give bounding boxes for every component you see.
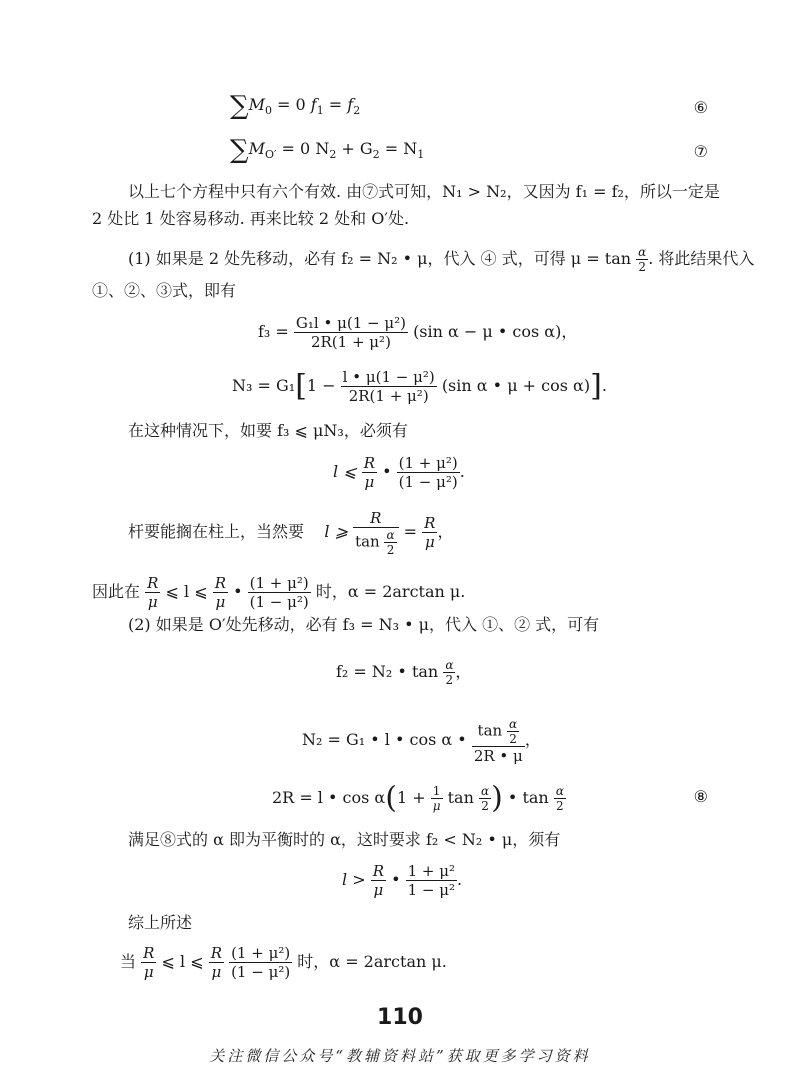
l-inequality: l ⩽ $\frac{R}{\mu}$ • $\frac{\text{(1 + μ²)}}{\text{(1 − μ²)}}$ . <box>333 454 465 491</box>
equation-6: $\sum M_0 = 0$ $f_1 = f_2$ <box>230 91 361 121</box>
f3-equation: f₃ = $\frac{\text{G₁l • μ(1 − μ²)}}{\text{2R(1 + μ²)}}$ (sin α − μ • cos α)， <box>258 314 578 351</box>
equation-number-8: ⑧ <box>693 787 708 806</box>
n3-equation: N₃ = G₁[1 − $\frac{\text{l • μ(1 − μ²)}}{\text{2R(1 + μ²)}}$ (sin α • μ + cos α)]. <box>232 368 607 405</box>
paragraph-line: 以上七个方程中只有六个有效. 由⑦式可知，N₁ > N₂，又因为 f₁ = f₂，所以一定是 <box>128 182 720 201</box>
summary-line: 当 $\frac{R}{\mu}$ ⩽ l ⩽ $\frac{R}{\mu}$ $\frac{\text{(1 + μ²)}}{\text{(1 − μ²)}}$ 时，α = 2arctan μ. <box>120 944 447 981</box>
equation-7: $\sum M_{O'} = 0$ $N_2 + G_2 = N_1$ <box>230 135 425 165</box>
f2-equation: f₂ = N₂ • tan $\frac{\alpha}{2}$ ， <box>336 658 472 687</box>
equation-number-7: ⑦ <box>693 142 708 161</box>
rod-condition: 杆要能搁在柱上，当然要 l ⩾ R tan $\frac{\alpha}{2}$ = $\frac{R}{\mu}$ ， <box>128 508 454 557</box>
case2-intro: (2) 如果是 O′处先移动，必有 f₃ = N₃ • μ，代入 ①、② 式，可有 <box>128 615 600 634</box>
therefore-line: 因此在 $\frac{R}{\mu}$ ⩽ l ⩽ $\frac{R}{\mu}$ • $\frac{\text{(1 + μ²)}}{\text{(1 − μ²)}}$ 时，α = 2arctan μ. <box>92 574 466 611</box>
case1-intro: (1) 如果是 2 处先移动，必有 f₂ = N₂ • μ，代入 ④ 式，可得 μ = tan $\frac{\alpha}{2}$ . 将此结果代入 <box>128 245 755 274</box>
condition-text: 在这种情况下，如要 f₃ ⩽ μN₃，必须有 <box>128 421 408 440</box>
n2-equation: N₂ = G₁ • l • cos α • tan $\frac{\alpha}{2}$ 2R • μ ， <box>302 716 541 765</box>
paragraph-line: 2 处比 1 处容易移动. 再来比较 2 处和 O′处. <box>92 209 410 228</box>
footer-note: 关注微信公众号“教辅资料站”获取更多学习资料 <box>209 1047 591 1065</box>
summary-title: 综上所述 <box>128 913 193 932</box>
equation-number-6: ⑥ <box>693 98 708 117</box>
page-number: 110 <box>377 1005 423 1030</box>
r-equation: 2R = l • cos α(1 + $\frac{1}{\mu}$ tan $\frac{\alpha}{2}$ ) • tan $\frac{\alpha}{2}$ <box>272 780 564 816</box>
case1-line2: ①、②、③式，即有 <box>92 281 237 300</box>
l-greater-inequality: l > $\frac{R}{\mu}$ • $\frac{\text{1 + μ²}}{\text{1 − μ²}}$ . <box>342 862 463 899</box>
satisfy-text: 满足⑧式的 α 即为平衡时的 α，这时要求 f₂ < N₂ • μ，须有 <box>128 830 561 849</box>
